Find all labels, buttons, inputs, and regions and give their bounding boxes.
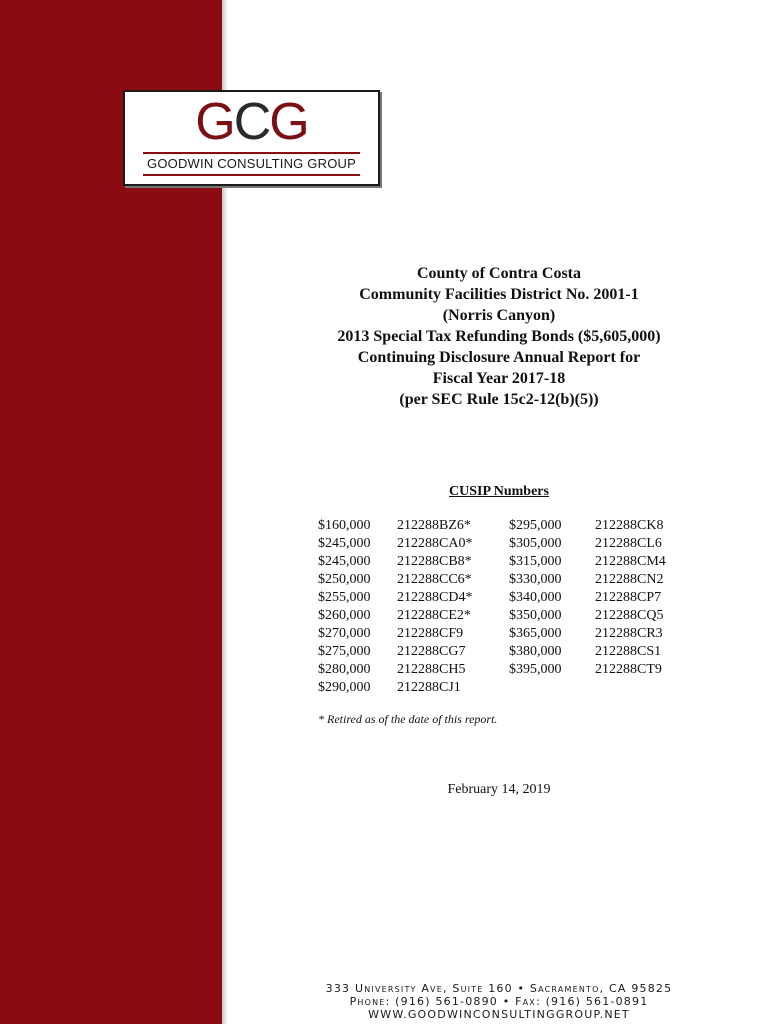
amount-cell: $275,000 xyxy=(318,644,371,659)
cusip-table xyxy=(318,517,675,697)
title-line: 2013 Special Tax Refunding Bonds ($5,605,000) xyxy=(337,328,661,345)
footer-contact xyxy=(228,982,770,1021)
cusip-cell: 212288CJ1 xyxy=(397,680,461,695)
amount-cell: $395,000 xyxy=(509,662,562,677)
title-line: Continuing Disclosure Annual Report for xyxy=(357,349,641,366)
report-date: February 14, 2019 xyxy=(447,782,551,797)
cusip-cell: 212288BZ6* xyxy=(397,518,471,533)
amount-cell: $295,000 xyxy=(509,518,562,533)
footer-phone-fax: Phone: (916) 561-0890 • Fax: (916) 561-0891 xyxy=(349,995,649,1008)
title-line: Community Facilities District No. 2001-1 xyxy=(359,286,639,303)
amount-cell: $365,000 xyxy=(509,626,562,641)
cusip-cell xyxy=(595,679,675,697)
amount-cell: $330,000 xyxy=(509,572,562,587)
report-title xyxy=(228,263,770,410)
table-row xyxy=(318,589,675,607)
title-line: (Norris Canyon) xyxy=(442,307,556,324)
logo-letter-1: G xyxy=(195,93,234,151)
cusip-cell: 212288CA0* xyxy=(397,536,473,551)
footer-website: WWW.GOODWINCONSULTINGGROUP.NET xyxy=(368,1008,630,1021)
table-row xyxy=(318,607,675,625)
table-row xyxy=(318,661,675,679)
amount-cell: $340,000 xyxy=(509,590,562,605)
cusip-cell: 212288CQ5 xyxy=(595,608,664,623)
cusip-cell: 212288CN2 xyxy=(595,572,664,587)
cusip-heading: CUSIP Numbers xyxy=(449,484,549,499)
logo-monogram xyxy=(125,94,378,150)
amount-cell: $380,000 xyxy=(509,644,562,659)
amount-cell: $315,000 xyxy=(509,554,562,569)
retired-footnote: * Retired as of the date of this report. xyxy=(318,712,498,726)
cusip-cell: 212288CB8* xyxy=(397,554,472,569)
cusip-cell: 212288CT9 xyxy=(595,662,662,677)
footer-address: 333 University Ave, Suite 160 • Sacramento, CA 95825 xyxy=(325,982,673,995)
title-line: County of Contra Costa xyxy=(417,265,581,282)
cusip-cell: 212288CS1 xyxy=(595,644,662,659)
amount-cell: $260,000 xyxy=(318,608,371,623)
table-row xyxy=(318,571,675,589)
logo-rule-top xyxy=(143,152,360,154)
amount-cell: $250,000 xyxy=(318,572,371,587)
cusip-cell: 212288CL6 xyxy=(595,536,662,551)
amount-cell: $280,000 xyxy=(318,662,371,677)
table-row xyxy=(318,517,675,535)
table-row xyxy=(318,553,675,571)
cusip-cell: 212288CE2* xyxy=(397,608,471,623)
logo-company-name: GOODWIN CONSULTING GROUP xyxy=(147,156,356,171)
amount-cell: $270,000 xyxy=(318,626,371,641)
title-line: Fiscal Year 2017-18 xyxy=(432,370,566,387)
cusip-cell: 212288CM4 xyxy=(595,554,666,569)
amount-cell: $350,000 xyxy=(509,608,562,623)
amount-cell: $255,000 xyxy=(318,590,371,605)
cusip-cell: 212288CP7 xyxy=(595,590,662,605)
company-logo xyxy=(123,90,380,186)
amount-cell: $245,000 xyxy=(318,536,371,551)
cusip-cell: 212288CC6* xyxy=(397,572,472,587)
table-row xyxy=(318,535,675,553)
cusip-cell: 212288CR3 xyxy=(595,626,663,641)
cusip-cell: 212288CH5 xyxy=(397,662,466,677)
table-row xyxy=(318,679,675,697)
table-row xyxy=(318,625,675,643)
amount-cell: $290,000 xyxy=(318,680,371,695)
logo-letter-2: C xyxy=(233,93,270,151)
table-row xyxy=(318,643,675,661)
cusip-cell: 212288CG7 xyxy=(397,644,466,659)
cusip-cell: 212288CK8 xyxy=(595,518,664,533)
cusip-cell: 212288CF9 xyxy=(397,626,464,641)
amount-cell: $245,000 xyxy=(318,554,371,569)
logo-rule-bottom xyxy=(143,174,360,176)
cusip-cell: 212288CD4* xyxy=(397,590,473,605)
amount-cell xyxy=(509,679,595,697)
amount-cell: $305,000 xyxy=(509,536,562,551)
amount-cell: $160,000 xyxy=(318,518,371,533)
logo-letter-3: G xyxy=(269,93,308,151)
title-line: (per SEC Rule 15c2-12(b)(5)) xyxy=(399,391,599,408)
